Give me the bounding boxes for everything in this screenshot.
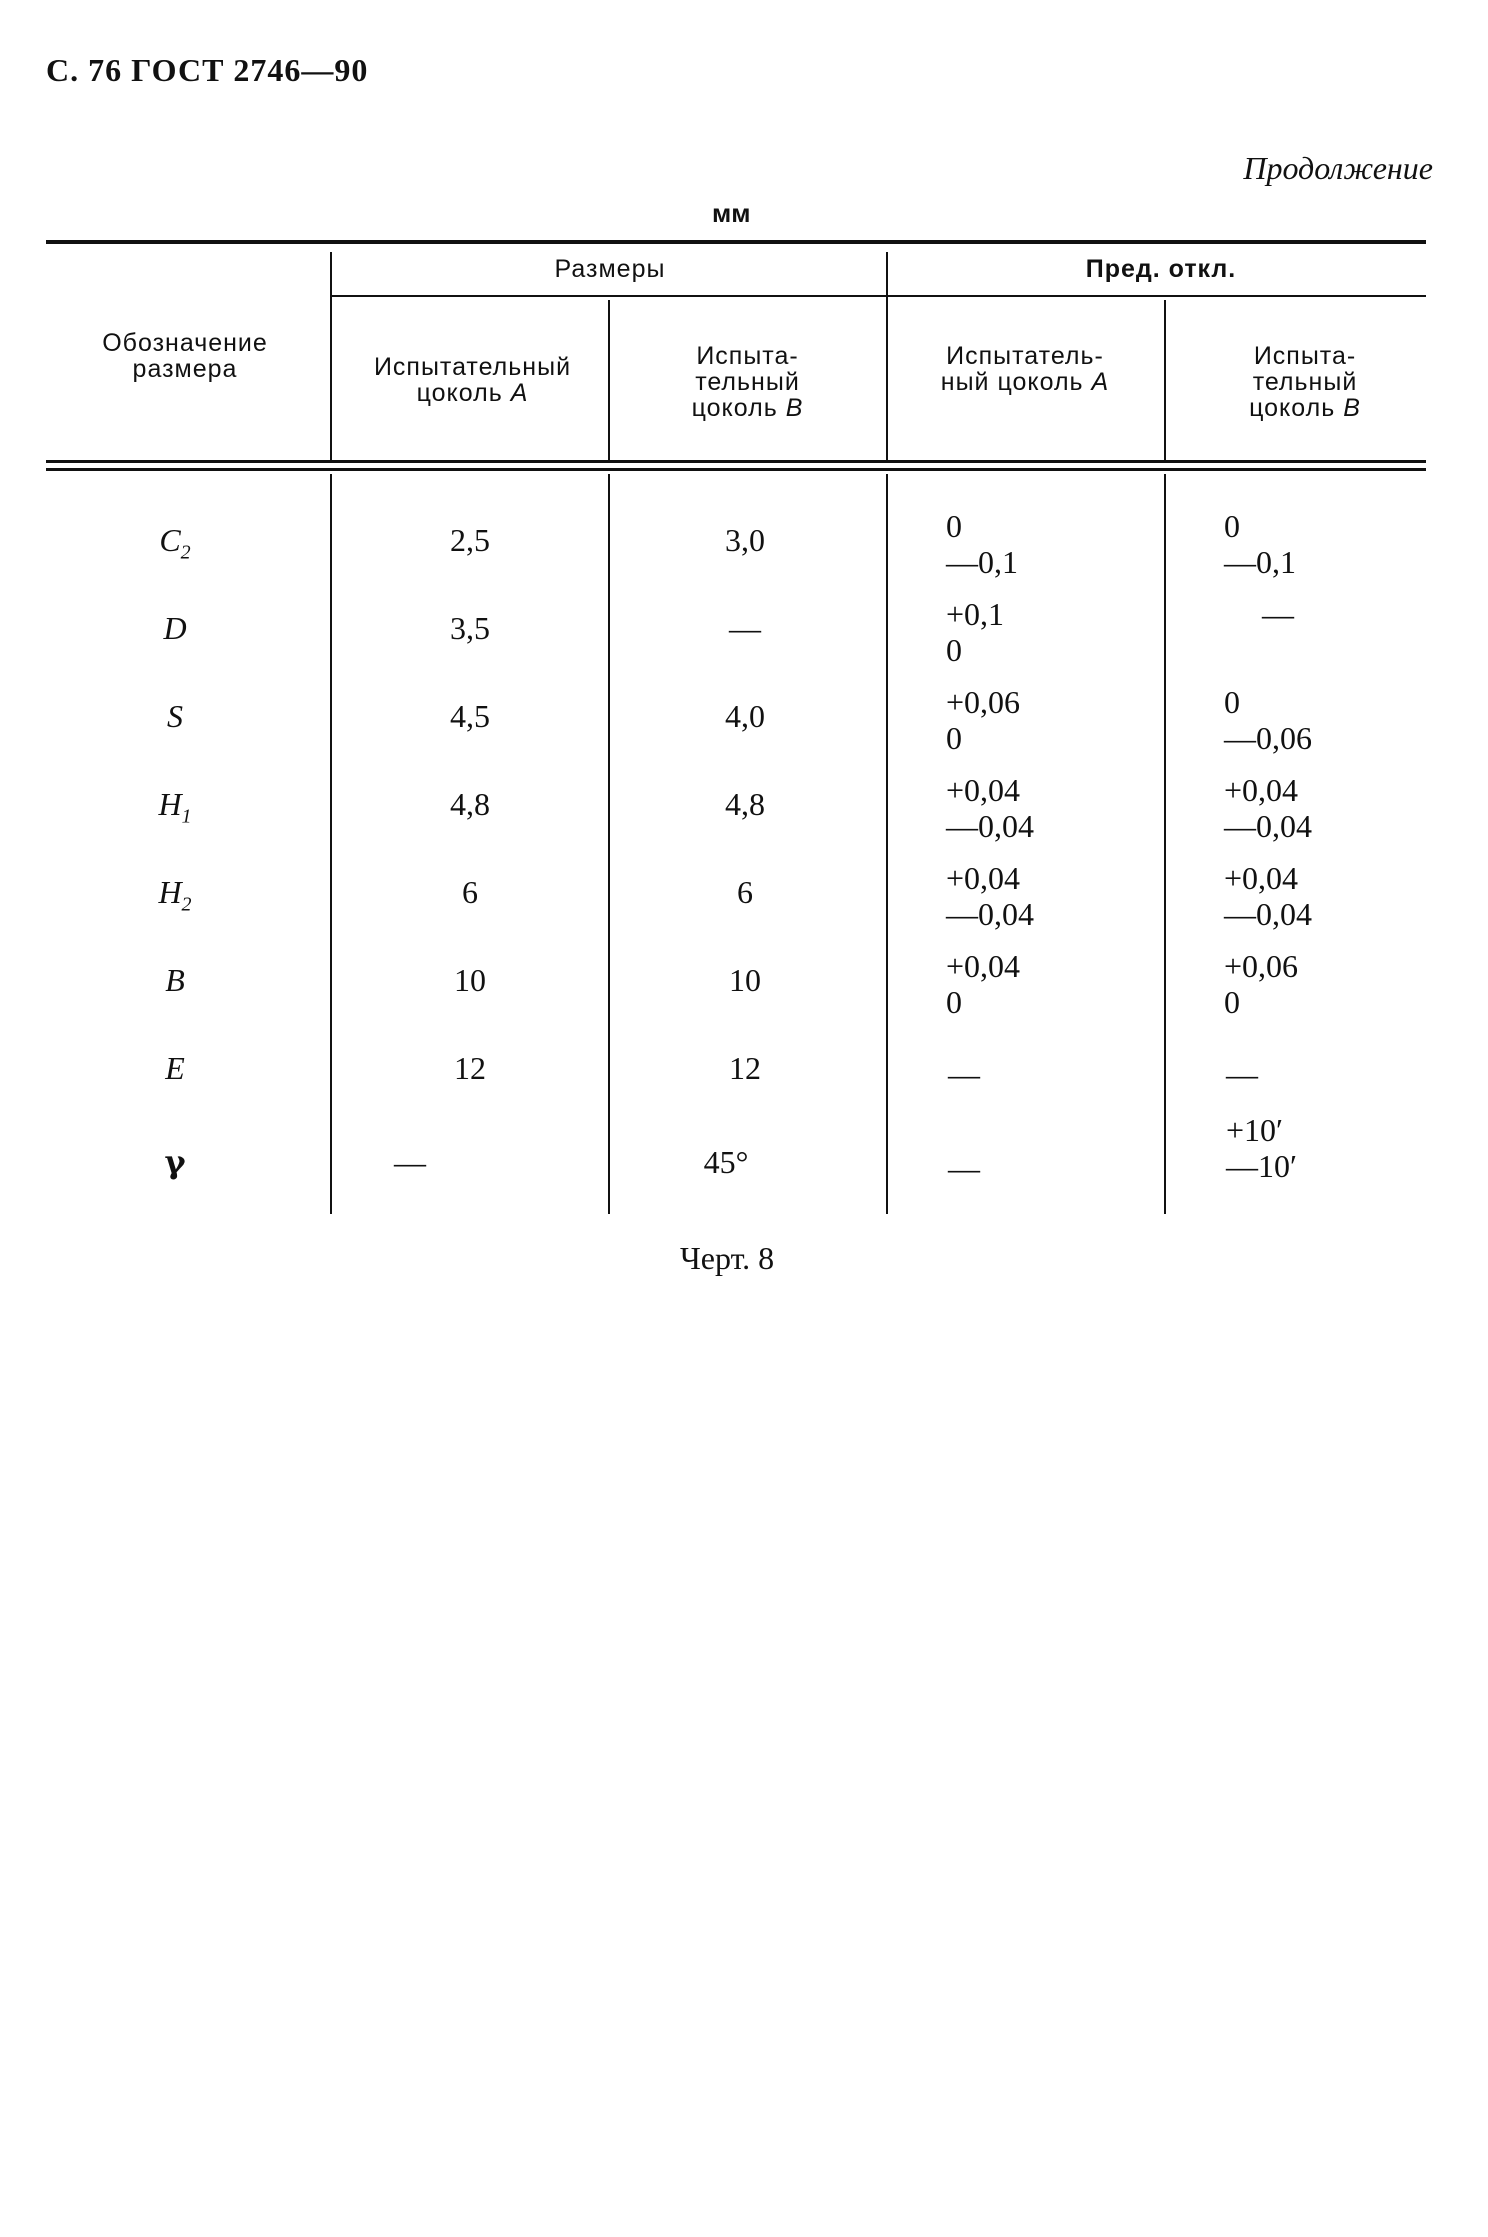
tol-lower: 0 [946, 984, 962, 1020]
row-symbol [60, 874, 290, 922]
row-size-a: — [394, 1144, 426, 1180]
unit-label: мм [712, 198, 751, 228]
vrule-4-head [1164, 300, 1166, 460]
row-symbol [60, 610, 290, 658]
row-symbol-sub: 2 [181, 893, 192, 916]
row-tol-b [1224, 508, 1296, 580]
vrule-3 [886, 474, 888, 1214]
row-tol-a [946, 772, 1034, 844]
row-symbol-letter: C [159, 522, 181, 558]
vrule-1 [330, 474, 332, 1214]
row-tol-a [946, 860, 1034, 932]
row-size-a: 12 [454, 1050, 486, 1086]
tol-upper: 0 [1224, 508, 1240, 544]
tol-upper: +0,04 [1224, 772, 1299, 808]
header-size-b-letter: B [785, 394, 804, 422]
row-size-b: 3,0 [725, 522, 765, 558]
header-sizes-group: Размеры [554, 255, 666, 283]
row-symbol [60, 1050, 290, 1098]
row-tol-a [946, 684, 1020, 756]
row-symbol-letter: D [163, 610, 187, 646]
vrule-2-head [608, 300, 610, 460]
header-size-a-letter: A [510, 379, 529, 407]
row-tol-a [948, 1150, 980, 1186]
header-size-b-text: Испыта- тельный цоколь [691, 342, 800, 422]
tol-upper: — [948, 1056, 980, 1092]
row-size-a: 10 [454, 962, 486, 998]
tol-lower: 0 [946, 720, 962, 756]
page-header: С. 76 ГОСТ 2746—90 [46, 52, 369, 88]
row-tol-b [1262, 596, 1294, 632]
header-tol-a-text: Испытатель- ный цоколь [940, 342, 1104, 396]
row-symbol-sub: 2 [180, 541, 191, 564]
header-size-b [660, 343, 835, 421]
tol-upper: +10′ [1226, 1112, 1284, 1148]
row-size-a: 2,5 [450, 522, 490, 558]
tol-upper: +0,04 [1224, 860, 1299, 896]
tol-lower: —10′ [1226, 1148, 1297, 1184]
row-size-a: 3,5 [450, 610, 490, 646]
tol-lower: —0,04 [1224, 808, 1312, 844]
header-tol-group: Пред. откл. [1085, 255, 1237, 283]
row-size-a: 4,8 [450, 786, 490, 822]
row-size-a: 6 [462, 874, 478, 910]
tol-upper: +0,06 [1224, 948, 1299, 984]
table-top-rule [46, 240, 1426, 244]
tol-upper: 0 [946, 508, 962, 544]
row-tol-a [946, 596, 1004, 668]
row-symbol-letter: B [165, 962, 185, 998]
tol-upper: +0,04 [946, 948, 1021, 984]
tol-upper: +0,06 [946, 684, 1021, 720]
tol-lower: —0,06 [1224, 720, 1312, 756]
tol-lower: —0,1 [1224, 544, 1296, 580]
tol-lower: —0,04 [946, 808, 1034, 844]
row-size-b: 4,0 [725, 698, 765, 734]
row-symbol-letter: H [158, 786, 182, 822]
header-tol-a [925, 343, 1125, 395]
row-size-b: — [729, 610, 761, 646]
row-symbol [60, 1144, 290, 1191]
header-tol-b-text: Испыта- тельный цоколь [1249, 342, 1358, 422]
vrule-2 [608, 474, 610, 1214]
header-size-a [350, 354, 595, 406]
tol-upper: +0,04 [946, 860, 1021, 896]
tol-lower: —0,04 [946, 896, 1034, 932]
row-tol-b [1224, 860, 1312, 932]
row-symbol-letter: E [165, 1050, 185, 1086]
vrule-1-head [330, 252, 332, 460]
header-rule-1 [46, 460, 1426, 463]
tol-upper: — [1226, 1056, 1258, 1092]
header-tol-b-letter: B [1343, 394, 1361, 422]
tol-upper: +0,04 [946, 772, 1021, 808]
row-symbol-letter: γ [164, 1143, 186, 1181]
tol-lower: 0 [946, 632, 962, 668]
row-tol-a [946, 508, 1018, 580]
row-size-a: 4,5 [450, 698, 490, 734]
row-symbol-letter: H [158, 874, 182, 910]
row-tol-b [1226, 1112, 1297, 1184]
row-symbol [60, 522, 290, 570]
row-symbol [60, 786, 290, 834]
row-symbol-letter: S [167, 698, 183, 734]
tol-upper: +0,1 [946, 596, 1005, 632]
continuation-label: Продолжение [1243, 150, 1433, 186]
tol-lower: 0 [1224, 984, 1240, 1020]
row-symbol [60, 698, 290, 746]
tol-upper: — [948, 1150, 980, 1186]
header-designation: Обозначение размера [102, 329, 268, 383]
row-tol-a [946, 948, 1020, 1020]
vrule-4 [1164, 474, 1166, 1214]
vrule-3-head [886, 252, 888, 460]
group-rule [332, 295, 1426, 297]
row-size-b: 6 [737, 874, 753, 910]
row-size-b: 10 [729, 962, 761, 998]
row-tol-b [1224, 772, 1312, 844]
row-tol-a [948, 1056, 980, 1092]
tol-lower: —0,04 [1224, 896, 1312, 932]
tol-lower: —0,1 [946, 544, 1018, 580]
header-rule-2 [46, 468, 1426, 471]
row-size-b: 4,8 [725, 786, 765, 822]
header-size-a-text: Испытательный цоколь [373, 353, 572, 407]
row-size-b: 45° [703, 1144, 749, 1180]
row-size-b: 12 [729, 1050, 761, 1086]
row-tol-b [1226, 1056, 1258, 1092]
row-tol-b [1224, 948, 1298, 1020]
header-tol-b [1215, 343, 1395, 421]
header-tol-a-letter: A [1091, 368, 1110, 396]
figure-caption: Черт. 8 [680, 1240, 775, 1276]
row-tol-b [1224, 684, 1312, 756]
tol-upper: 0 [1224, 684, 1240, 720]
tol-upper: — [1262, 596, 1294, 632]
row-symbol [60, 962, 290, 1010]
row-symbol-sub: 1 [181, 805, 192, 828]
